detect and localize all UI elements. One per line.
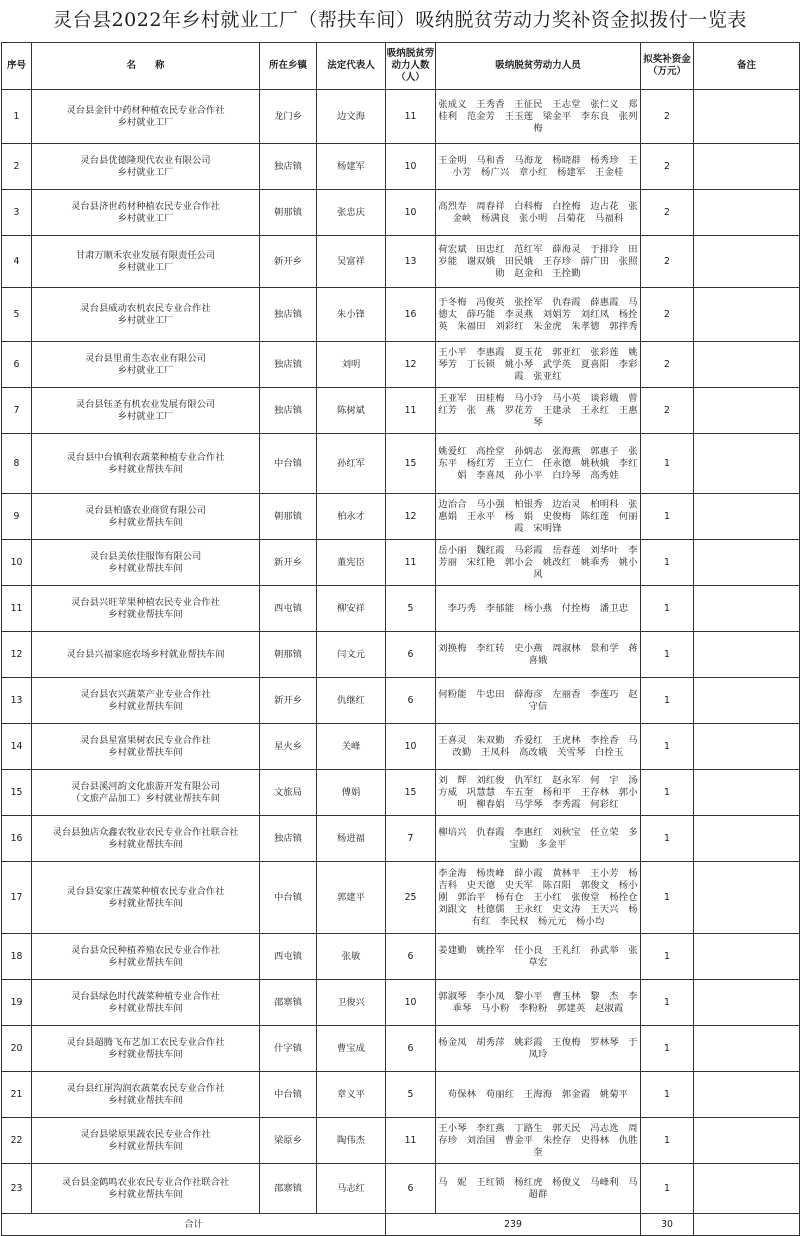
header-remark: 备注 <box>694 43 800 90</box>
people-cell: 王小琴 李红燕 丁路生 郭天民 冯志选 周存珍 刘治国 曹金平 朱拴存 史得林 仇胜奎 <box>436 1118 641 1164</box>
remark-cell <box>694 434 800 494</box>
rep-cell: 关峰 <box>317 724 386 770</box>
seq-cell: 20 <box>2 1026 32 1072</box>
people-cell: 苟保林 苟丽红 王海海 郭金霞 姚菊平 <box>436 1072 641 1118</box>
remark-cell <box>694 862 800 934</box>
entity-name: 灵台县美依佳服饰有限公司 <box>89 550 202 562</box>
page-title: 灵台县2022年乡村就业工厂（帮扶车间）吸纳脱贫劳动力奖补资金拟拨付一览表 <box>53 9 747 31</box>
rep-cell: 吴富祥 <box>317 236 386 288</box>
town-cell: 朝那镇 <box>260 494 317 540</box>
count-cell: 10 <box>386 980 436 1026</box>
remark-cell <box>694 236 800 288</box>
table-row <box>2 1164 800 1214</box>
remark-cell <box>694 342 800 388</box>
total-remark <box>694 1214 800 1236</box>
entity-type: 乡村就业工厂 <box>117 314 174 326</box>
name-cell <box>32 934 260 980</box>
town-cell: 新开乡 <box>260 540 317 586</box>
table-row <box>2 816 800 862</box>
remark-cell <box>694 632 800 678</box>
entity-name: 灵台县兴旺苹果种植农民专业合作社 <box>71 596 220 608</box>
table-row <box>2 288 800 342</box>
table-row <box>2 342 800 388</box>
remark-cell <box>694 770 800 816</box>
count-cell: 12 <box>386 342 436 388</box>
seq-cell: 19 <box>2 980 32 1026</box>
rep-cell: 杨建军 <box>317 144 386 190</box>
table-row <box>2 388 800 434</box>
table-row <box>2 540 800 586</box>
table-row <box>2 236 800 288</box>
amount-cell: 2 <box>641 342 694 388</box>
table-row <box>2 1118 800 1164</box>
amount-cell: 1 <box>641 724 694 770</box>
name-cell <box>32 632 260 678</box>
rep-cell: 张敏 <box>317 934 386 980</box>
name-cell <box>32 1026 260 1072</box>
table-row <box>2 980 800 1026</box>
rep-cell: 仇继红 <box>317 678 386 724</box>
people-cell: 边治合 马小强 柏银秀 边治灵 柏明科 张惠娟 王永平 杨 娟 史俊梅 陈红莲 何丽霞 宋明锋 <box>436 494 641 540</box>
table-row <box>2 144 800 190</box>
town-cell: 西屯镇 <box>260 586 317 632</box>
amount-cell: 1 <box>641 434 694 494</box>
rep-cell: 杨进福 <box>317 816 386 862</box>
seq-cell: 1 <box>2 90 32 144</box>
header-amount: 拟奖补资金（万元） <box>641 43 694 90</box>
seq-cell: 18 <box>2 934 32 980</box>
count-cell: 15 <box>386 770 436 816</box>
total-count: 239 <box>386 1214 641 1236</box>
remark-cell <box>694 1164 800 1214</box>
seq-cell: 13 <box>2 678 32 724</box>
seq-cell: 5 <box>2 288 32 342</box>
town-cell: 朝那镇 <box>260 190 317 236</box>
entity-name: 灵台县威动农机农民专业合作社 <box>80 302 211 314</box>
allocation-table <box>1 42 800 1236</box>
amount-cell: 2 <box>641 288 694 342</box>
table-row <box>2 190 800 236</box>
remark-cell <box>694 190 800 236</box>
rep-cell: 章义平 <box>317 1072 386 1118</box>
count-cell: 6 <box>386 934 436 980</box>
table-row <box>2 724 800 770</box>
name-cell <box>32 144 260 190</box>
table-row <box>2 632 800 678</box>
amount-cell: 1 <box>641 678 694 724</box>
remark-cell <box>694 494 800 540</box>
entity-type: 乡村就业帮扶车间 <box>108 608 183 620</box>
table-row <box>2 1026 800 1072</box>
name-cell <box>32 494 260 540</box>
count-cell: 11 <box>386 540 436 586</box>
header-town: 所在乡镇 <box>260 43 317 90</box>
town-cell: 新开乡 <box>260 678 317 724</box>
entity-type: 乡村就业工厂 <box>117 364 174 376</box>
table-row <box>2 1072 800 1118</box>
name-cell <box>32 1072 260 1118</box>
remark-cell <box>694 144 800 190</box>
count-cell: 16 <box>386 288 436 342</box>
seq-cell: 8 <box>2 434 32 494</box>
people-cell: 郭淑琴 李小凤 黎小平 曹玉林 黎 杰 李乖琴 马小粉 李粉粉 郭建英 赵淑霞 <box>436 980 641 1026</box>
rep-cell: 陶伟杰 <box>317 1118 386 1164</box>
count-cell: 7 <box>386 816 436 862</box>
entity-name: 灵台县优德隆现代农业有限公司 <box>80 154 211 166</box>
entity-name: 灵台县绿色时代蔬菜种植专业合作社 <box>71 990 220 1002</box>
entity-name: 灵台县济世药材种植农民专业合作社 <box>71 200 220 212</box>
amount-cell: 1 <box>641 540 694 586</box>
entity-name: 灵台县红崖沟润农蔬菜农民专业合作社 <box>66 1082 225 1094</box>
amount-cell: 2 <box>641 144 694 190</box>
name-cell <box>32 288 260 342</box>
name-cell <box>32 190 260 236</box>
name-cell <box>32 388 260 434</box>
remark-cell <box>694 980 800 1026</box>
town-cell: 梁原乡 <box>260 1118 317 1164</box>
table-row <box>2 586 800 632</box>
count-cell: 6 <box>386 1026 436 1072</box>
name-cell <box>32 724 260 770</box>
remark-cell <box>694 678 800 724</box>
count-cell: 6 <box>386 678 436 724</box>
total-label: 合计 <box>2 1214 386 1236</box>
entity-name: 灵台县柏盛农业商贸有限公司 <box>85 504 206 516</box>
rep-cell: 柳安祥 <box>317 586 386 632</box>
amount-cell: 2 <box>641 236 694 288</box>
seq-cell: 21 <box>2 1072 32 1118</box>
entity-name: 灵台县里甫生态农业有限公司 <box>85 352 206 364</box>
rep-cell: 曹宝成 <box>317 1026 386 1072</box>
entity-name: 灵台县兴福家庭农场乡村就业帮扶车间 <box>66 648 225 660</box>
count-cell: 10 <box>386 724 436 770</box>
town-cell: 龙门乡 <box>260 90 317 144</box>
amount-cell: 2 <box>641 388 694 434</box>
amount-cell: 1 <box>641 770 694 816</box>
entity-name: 灵台县超腾飞布艺加工农民专业合作社 <box>66 1036 225 1048</box>
remark-cell <box>694 540 800 586</box>
people-cell: 王喜灵 朱双勤 乔爱红 王虎林 李拴香 马改勤 王凤科 高改娥 关雪琴 白拴玉 <box>436 724 641 770</box>
header-people: 吸纳脱贫劳动力人员 <box>436 43 641 90</box>
amount-cell: 1 <box>641 862 694 934</box>
town-cell: 中台镇 <box>260 862 317 934</box>
entity-type: 乡村就业帮扶车间 <box>108 700 183 712</box>
table-row <box>2 678 800 724</box>
entity-type: 乡村就业帮扶车间 <box>108 746 183 758</box>
amount-cell: 1 <box>641 1118 694 1164</box>
entity-name: 甘肃万顺禾农业发展有限责任公司 <box>75 249 216 261</box>
people-cell: 李巧秀 李郁能 杨小燕 付拴梅 潘卫忠 <box>436 586 641 632</box>
entity-name: 灵台县溪河韵文化旅游开发有限公司 <box>71 780 220 792</box>
seq-cell: 15 <box>2 770 32 816</box>
entity-type: 乡村就业帮扶车间 <box>108 1002 183 1014</box>
table-row <box>2 770 800 816</box>
seq-cell: 12 <box>2 632 32 678</box>
entity-type: 乡村就业帮扶车间 <box>108 562 183 574</box>
town-cell: 独店镇 <box>260 816 317 862</box>
entity-name: 灵台县独店众鑫农牧业农民专业合作社联合社 <box>52 826 239 838</box>
rep-cell: 郭建平 <box>317 862 386 934</box>
seq-cell: 9 <box>2 494 32 540</box>
people-cell: 于冬梅 冯俊英 张拴军 仇春霞 薛惠霞 马德太 薛巧能 李灵燕 刘娟芳 刘红凤 杨拴英 朱福田 刘彩红 朱金虎 朱孝德 郭拌秀 <box>436 288 641 342</box>
amount-cell: 2 <box>641 190 694 236</box>
amount-cell: 1 <box>641 586 694 632</box>
header-row <box>2 43 800 90</box>
name-cell <box>32 586 260 632</box>
town-cell: 邵寨镇 <box>260 980 317 1026</box>
remark-cell <box>694 288 800 342</box>
rep-cell: 董宪臣 <box>317 540 386 586</box>
entity-type: 乡村就业帮扶车间 <box>108 1188 183 1200</box>
people-cell: 岳小丽 魏红霞 马彩霞 岳春莲 刘华叶 李芳丽 宋红艳 郭小会 姚改红 姚乖秀 姚小风 <box>436 540 641 586</box>
total-amount: 30 <box>641 1214 694 1236</box>
remark-cell <box>694 1072 800 1118</box>
remark-cell <box>694 934 800 980</box>
seq-cell: 22 <box>2 1118 32 1164</box>
people-cell: 王金明 马和香 马海龙 杨晓群 杨秀珍 王小芳 杨广兴 章小红 杨建军 王金桂 <box>436 144 641 190</box>
header-name: 名 称 <box>32 43 260 90</box>
town-cell: 文旅局 <box>260 770 317 816</box>
count-cell: 11 <box>386 90 436 144</box>
town-cell: 西屯镇 <box>260 934 317 980</box>
name-cell <box>32 1118 260 1164</box>
entity-name: 灵台县星富果树农民专业合作社 <box>80 734 211 746</box>
seq-cell: 4 <box>2 236 32 288</box>
entity-name: 灵台县钰圣有机农业发展有限公司 <box>75 398 216 410</box>
count-cell: 6 <box>386 1164 436 1214</box>
town-cell: 独店镇 <box>260 144 317 190</box>
name-cell <box>32 540 260 586</box>
rep-cell: 朱小锋 <box>317 288 386 342</box>
entity-type: （文旅产品加工）乡村就业帮扶车间 <box>71 792 220 804</box>
remark-cell <box>694 388 800 434</box>
name-cell <box>32 678 260 724</box>
entity-type: 乡村就业工厂 <box>117 212 174 224</box>
name-cell <box>32 236 260 288</box>
seq-cell: 17 <box>2 862 32 934</box>
entity-name: 灵台县众民种植养殖农民专业合作社 <box>71 944 220 956</box>
total-row <box>2 1214 800 1236</box>
rep-cell: 刘明 <box>317 342 386 388</box>
amount-cell: 1 <box>641 632 694 678</box>
seq-cell: 16 <box>2 816 32 862</box>
people-cell: 杨金凤 胡秀萍 姚彩霞 王俊梅 罗林琴 于凤玲 <box>436 1026 641 1072</box>
header-rep: 法定代表人 <box>317 43 386 90</box>
town-cell: 独店镇 <box>260 342 317 388</box>
seq-cell: 23 <box>2 1164 32 1214</box>
people-cell: 王小平 李惠霞 夏玉花 郭亚红 张彩莲 姚琴芳 丁长锁 姚小琴 武学英 夏喜阳 李彩霞 张亚红 <box>436 342 641 388</box>
table-row <box>2 434 800 494</box>
count-cell: 6 <box>386 632 436 678</box>
name-cell <box>32 342 260 388</box>
amount-cell: 1 <box>641 494 694 540</box>
town-cell: 星火乡 <box>260 724 317 770</box>
entity-type: 乡村就业工厂 <box>117 166 174 178</box>
name-cell <box>32 980 260 1026</box>
amount-cell: 1 <box>641 1072 694 1118</box>
town-cell: 邵寨镇 <box>260 1164 317 1214</box>
entity-type: 乡村就业帮扶车间 <box>108 838 183 850</box>
table-row <box>2 862 800 934</box>
table-row <box>2 934 800 980</box>
rep-cell: 马志红 <box>317 1164 386 1214</box>
people-cell: 刘 辉 刘红俊 仇军红 赵永军 何 宇 汤方威 巩慧慧 车五奎 杨和平 王存林 郭小明 柳春娟 马学琴 李秀霞 何彩红 <box>436 770 641 816</box>
rep-cell: 孙红军 <box>317 434 386 494</box>
town-cell: 新开乡 <box>260 236 317 288</box>
people-cell: 姜建勤 姚拴军 任小良 王礼红 孙武举 张草宏 <box>436 934 641 980</box>
entity-type: 乡村就业帮扶车间 <box>108 463 183 475</box>
amount-cell: 1 <box>641 934 694 980</box>
entity-name: 灵台县金针中药材种植农民专业合作社 <box>66 104 225 116</box>
seq-cell: 2 <box>2 144 32 190</box>
people-cell: 马 妮 王红锁 杨红虎 杨俊义 马峰利 马超群 <box>436 1164 641 1214</box>
entity-name: 灵台县金鹤鸣农业农民专业合作社联合社 <box>61 1176 230 1188</box>
remark-cell <box>694 90 800 144</box>
name-cell <box>32 1164 260 1214</box>
people-cell: 高烈寿 周春祥 白科梅 白拴梅 边占花 张金峡 杨满良 张小明 吕菊花 马福科 <box>436 190 641 236</box>
entity-type: 乡村就业工厂 <box>117 410 174 422</box>
rep-cell: 傅娟 <box>317 770 386 816</box>
seq-cell: 6 <box>2 342 32 388</box>
header-count: 吸纳脱贫劳动力人数（人） <box>386 43 436 90</box>
amount-cell: 1 <box>641 1164 694 1214</box>
amount-cell: 1 <box>641 816 694 862</box>
table-row <box>2 494 800 540</box>
count-cell: 12 <box>386 494 436 540</box>
remark-cell <box>694 586 800 632</box>
entity-type: 乡村就业帮扶车间 <box>108 1048 183 1060</box>
count-cell: 5 <box>386 1072 436 1118</box>
remark-cell <box>694 816 800 862</box>
people-cell: 李金海 杨贵峰 薛小霞 黄林平 王小芳 杨吉科 史天德 史天军 陈召阳 郭俊文 杨小刚 郭治平 杨有仓 王小红 张俊堂 杨拴仓 刘跟文 杜德儒 王永红 史文涛 王天兴 杨有红 李民权 杨元元 杨小均 <box>436 862 641 934</box>
town-cell: 独店镇 <box>260 288 317 342</box>
seq-cell: 11 <box>2 586 32 632</box>
count-cell: 13 <box>386 236 436 288</box>
name-cell <box>32 434 260 494</box>
remark-cell <box>694 1118 800 1164</box>
rep-cell: 张忠庆 <box>317 190 386 236</box>
rep-cell: 闫文元 <box>317 632 386 678</box>
people-cell: 荷宏斌 田忠红 范红军 薛海灵 于排玲 田岁能 谢双娥 田民娥 王存珍 薛广田 张照勋 赵金和 王拴勤 <box>436 236 641 288</box>
entity-type: 乡村就业帮扶车间 <box>108 897 183 909</box>
entity-type: 乡村就业工厂 <box>117 116 174 128</box>
remark-cell <box>694 724 800 770</box>
amount-cell: 2 <box>641 90 694 144</box>
seq-cell: 7 <box>2 388 32 434</box>
entity-type: 乡村就业帮扶车间 <box>108 1140 183 1152</box>
people-cell: 何粉能 牛忠田 薛海彦 左丽香 李莲巧 赵守信 <box>436 678 641 724</box>
count-cell: 10 <box>386 144 436 190</box>
town-cell: 朝那镇 <box>260 632 317 678</box>
count-cell: 15 <box>386 434 436 494</box>
people-cell: 柳培兴 仇春霞 李惠红 刘秋宝 任立荣 多宝勤 多金平 <box>436 816 641 862</box>
people-cell: 刘换梅 李红转 史小燕 周淑林 景和学 蒋喜娥 <box>436 632 641 678</box>
town-cell: 中台镇 <box>260 434 317 494</box>
name-cell <box>32 770 260 816</box>
table-row <box>2 90 800 144</box>
seq-cell: 3 <box>2 190 32 236</box>
entity-type: 乡村就业帮扶车间 <box>108 516 183 528</box>
rep-cell: 陈树斌 <box>317 388 386 434</box>
amount-cell: 1 <box>641 1026 694 1072</box>
amount-cell: 1 <box>641 980 694 1026</box>
rep-cell: 卫俊兴 <box>317 980 386 1026</box>
rep-cell: 边文海 <box>317 90 386 144</box>
entity-type: 乡村就业帮扶车间 <box>108 956 183 968</box>
people-cell: 王亚军 田桂梅 马小玲 马小英 谈彩娥 曾红芳 张 燕 罗花芳 王建录 王永红 王惠琴 <box>436 388 641 434</box>
entity-name: 灵台县农兴蔬菜产业专业合作社 <box>80 688 211 700</box>
entity-name: 灵台县中台镇利农蔬菜种植专业合作社 <box>66 451 225 463</box>
town-cell: 独店镇 <box>260 388 317 434</box>
count-cell: 25 <box>386 862 436 934</box>
entity-name: 灵台县梁原果蔬农民专业合作社 <box>80 1128 211 1140</box>
count-cell: 11 <box>386 1118 436 1164</box>
name-cell <box>32 816 260 862</box>
entity-type: 乡村就业工厂 <box>117 261 174 273</box>
remark-cell <box>694 1026 800 1072</box>
count-cell: 5 <box>386 586 436 632</box>
name-cell <box>32 90 260 144</box>
count-cell: 10 <box>386 190 436 236</box>
count-cell: 11 <box>386 388 436 434</box>
town-cell: 中台镇 <box>260 1072 317 1118</box>
seq-cell: 14 <box>2 724 32 770</box>
header-seq: 序号 <box>2 43 32 90</box>
seq-cell: 10 <box>2 540 32 586</box>
rep-cell: 柏永才 <box>317 494 386 540</box>
town-cell: 什字镇 <box>260 1026 317 1072</box>
entity-type: 乡村就业帮扶车间 <box>108 1094 183 1106</box>
entity-name: 灵台县安家庄蔬菜种植农民专业合作社 <box>66 885 225 897</box>
people-cell: 张成义 王秀香 王征民 王志堂 张仁义 郑桂利 范金芳 王玉莲 梁金平 李东良 张列梅 <box>436 90 641 144</box>
name-cell <box>32 862 260 934</box>
people-cell: 姚爱红 高拴堂 孙炳志 张海燕 郭惠子 张东平 杨红芳 王立仁 任永德 姚秋娥 李红娟 李喜凤 孙小平 白玲琴 高秀娃 <box>436 434 641 494</box>
